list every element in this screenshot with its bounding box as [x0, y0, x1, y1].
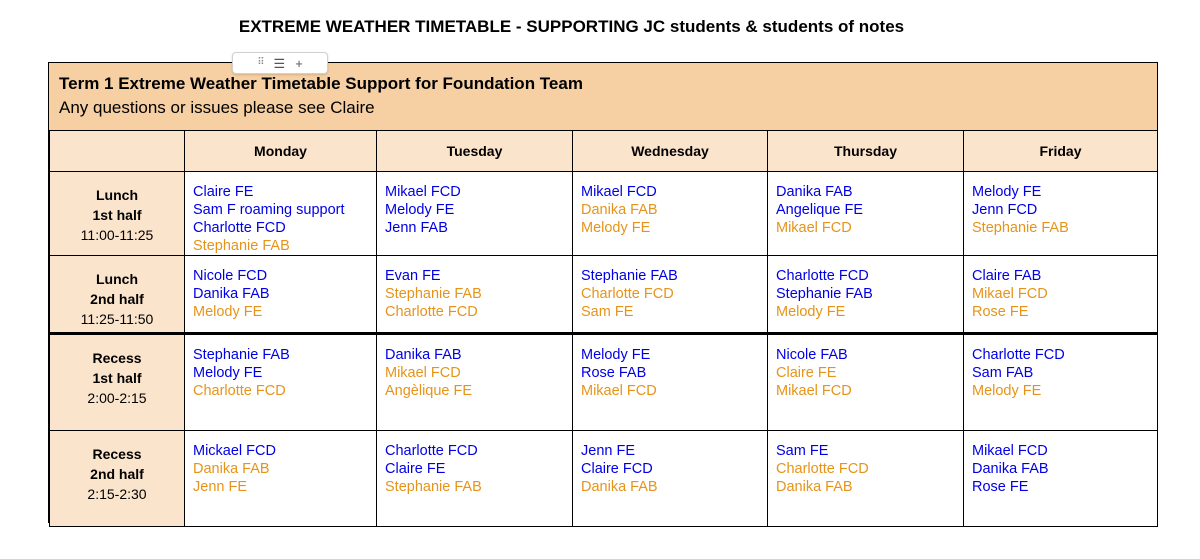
day-header-monday[interactable]: Monday [185, 131, 377, 172]
staff-entry: Rose FE [972, 479, 1029, 495]
staff-entry: Charlotte FCD [972, 347, 1065, 363]
slot-time: 11:25-11:50 [80, 311, 154, 327]
staff-entry: Melody FE [776, 304, 846, 320]
staff-entry: Charlotte FCD [193, 220, 286, 236]
staff-entry: Stephanie FAB [776, 286, 873, 302]
staff-entry: Danika FAB [776, 184, 853, 200]
staff-entry: Mickael FCD [193, 443, 276, 459]
schedule-cell-wednesday[interactable] [573, 334, 768, 431]
staff-entry: Rose FE [972, 304, 1029, 320]
schedule-cell-wednesday[interactable] [573, 172, 768, 256]
staff-entry: Nicole FAB [776, 347, 848, 363]
staff-entry: Angelique FE [776, 202, 864, 218]
staff-entry: Melody FE [581, 220, 651, 236]
slot-half: 2nd half [90, 291, 144, 307]
staff-entry: Sam FE [776, 443, 829, 459]
slot-name: Lunch [96, 271, 138, 287]
schedule-cell-tuesday[interactable] [377, 431, 573, 527]
staff-entry: Danika FAB [581, 479, 658, 495]
timetable-subtitle[interactable]: Any questions or issues please see Claire [59, 98, 375, 117]
staff-entry: Melody FE [972, 184, 1042, 200]
staff-entry: Charlotte FCD [385, 304, 478, 320]
table-toolbar[interactable] [232, 52, 328, 74]
schedule-cell-wednesday[interactable] [573, 256, 768, 334]
staff-entry: Mikael FCD [972, 286, 1048, 302]
staff-entry: Stephanie FAB [581, 268, 678, 284]
staff-entry: Angèlique FE [385, 383, 473, 399]
staff-entry: Jenn FCD [972, 202, 1038, 218]
staff-entry: Claire FAB [972, 268, 1042, 284]
staff-entry: Danika FAB [385, 347, 462, 363]
staff-entry: Danika FAB [193, 286, 270, 302]
staff-entry: Jenn FE [581, 443, 635, 459]
staff-entry: Mikael FCD [972, 443, 1048, 459]
staff-entry: Charlotte FCD [193, 383, 286, 399]
schedule-cell-thursday[interactable] [768, 431, 964, 527]
timetable-table [49, 130, 1158, 527]
schedule-cell-monday[interactable] [185, 172, 377, 256]
staff-entry: Stephanie FAB [972, 220, 1069, 236]
schedule-cell-thursday[interactable] [768, 256, 964, 334]
staff-entry: Stephanie FAB [385, 286, 482, 302]
slot-time: 2:15-2:30 [87, 486, 147, 502]
timetable-row [50, 172, 1158, 256]
schedule-cell-tuesday[interactable] [377, 172, 573, 256]
staff-entry: Mikael FCD [385, 184, 461, 200]
staff-entry: Claire FE [193, 184, 254, 200]
slot-half: 1st half [92, 207, 142, 223]
staff-entry: Evan FE [385, 268, 441, 284]
staff-entry: Danika FAB [776, 479, 853, 495]
staff-entry: Charlotte FCD [385, 443, 478, 459]
document-title: EXTREME WEATHER TIMETABLE - SUPPORTING JC students & students of notes [238, 17, 905, 36]
schedule-cell-monday[interactable] [185, 256, 377, 334]
slot-name: Recess [92, 350, 142, 366]
filter-lines-icon[interactable]: ☰ [273, 55, 286, 71]
timetable-sheet [48, 62, 1158, 523]
staff-entry: Melody FE [193, 304, 263, 320]
staff-entry: Nicole FCD [193, 268, 268, 284]
schedule-cell-friday[interactable] [964, 256, 1158, 334]
staff-entry: Mikael FCD [581, 383, 657, 399]
staff-entry: Charlotte FCD [776, 268, 869, 284]
staff-entry: Danika FAB [581, 202, 658, 218]
staff-entry: Sam FE [581, 304, 634, 320]
schedule-cell-monday[interactable] [185, 334, 377, 431]
staff-entry: Claire FE [385, 461, 446, 477]
slot-half: 1st half [92, 370, 142, 386]
time-slot-cell[interactable] [50, 431, 185, 527]
staff-entry: Claire FE [776, 365, 837, 381]
time-slot-cell[interactable] [50, 334, 185, 431]
staff-entry: Claire FCD [581, 461, 653, 477]
staff-entry: Sam FAB [972, 365, 1034, 381]
staff-entry: Stephanie FAB [385, 479, 482, 495]
schedule-cell-friday[interactable] [964, 172, 1158, 256]
staff-entry: Danika FAB [193, 461, 270, 477]
staff-entry: Mikael FCD [776, 220, 852, 236]
staff-entry: Charlotte FCD [581, 286, 674, 302]
staff-entry: Stephanie FAB [193, 238, 290, 254]
timetable-body [50, 172, 1158, 527]
timetable-row [50, 431, 1158, 527]
staff-entry: Mikael FCD [385, 365, 461, 381]
add-icon[interactable]: + [295, 55, 303, 71]
timetable-row [50, 256, 1158, 334]
time-slot-cell[interactable] [50, 172, 185, 256]
staff-entry: Melody FE [193, 365, 263, 381]
staff-entry: Sam F roaming support [193, 202, 345, 218]
day-header-thursday[interactable]: Thursday [768, 131, 964, 172]
slot-name: Recess [92, 446, 142, 462]
staff-entry: Mikael FCD [581, 184, 657, 200]
schedule-cell-thursday[interactable] [768, 172, 964, 256]
timetable-title[interactable]: Term 1 Extreme Weather Timetable Support for Foundation Team [59, 74, 583, 93]
slot-time: 2:00-2:15 [87, 390, 147, 406]
staff-entry: Stephanie FAB [193, 347, 290, 363]
staff-entry: Melody FE [385, 202, 455, 218]
staff-entry: Charlotte FCD [776, 461, 869, 477]
staff-entry: Danika FAB [972, 461, 1049, 477]
day-header-row [50, 131, 1158, 172]
drag-grip-icon[interactable]: ⠿ [257, 57, 264, 68]
schedule-cell-friday[interactable] [964, 334, 1158, 431]
corner-cell[interactable] [50, 131, 185, 172]
staff-entry: Mikael FCD [776, 383, 852, 399]
time-slot-cell[interactable] [50, 256, 185, 334]
schedule-cell-thursday[interactable] [768, 334, 964, 431]
schedule-cell-wednesday[interactable] [573, 431, 768, 527]
day-header-friday[interactable]: Friday [964, 131, 1158, 172]
day-header-tuesday[interactable]: Tuesday [377, 131, 573, 172]
schedule-cell-tuesday[interactable] [377, 256, 573, 334]
schedule-cell-monday[interactable] [185, 431, 377, 527]
staff-entry: Melody FE [581, 347, 651, 363]
staff-entry: Jenn FAB [385, 220, 448, 236]
slot-name: Lunch [96, 187, 138, 203]
slot-half: 2nd half [90, 466, 144, 482]
timetable-header-band [49, 63, 1157, 131]
schedule-cell-tuesday[interactable] [377, 334, 573, 431]
staff-entry: Rose FAB [581, 365, 647, 381]
timetable-row [50, 334, 1158, 431]
day-header-wednesday[interactable]: Wednesday [573, 131, 768, 172]
staff-entry: Melody FE [972, 383, 1042, 399]
schedule-cell-friday[interactable] [964, 431, 1158, 527]
slot-time: 11:00-11:25 [80, 227, 154, 243]
staff-entry: Jenn FE [193, 479, 247, 495]
